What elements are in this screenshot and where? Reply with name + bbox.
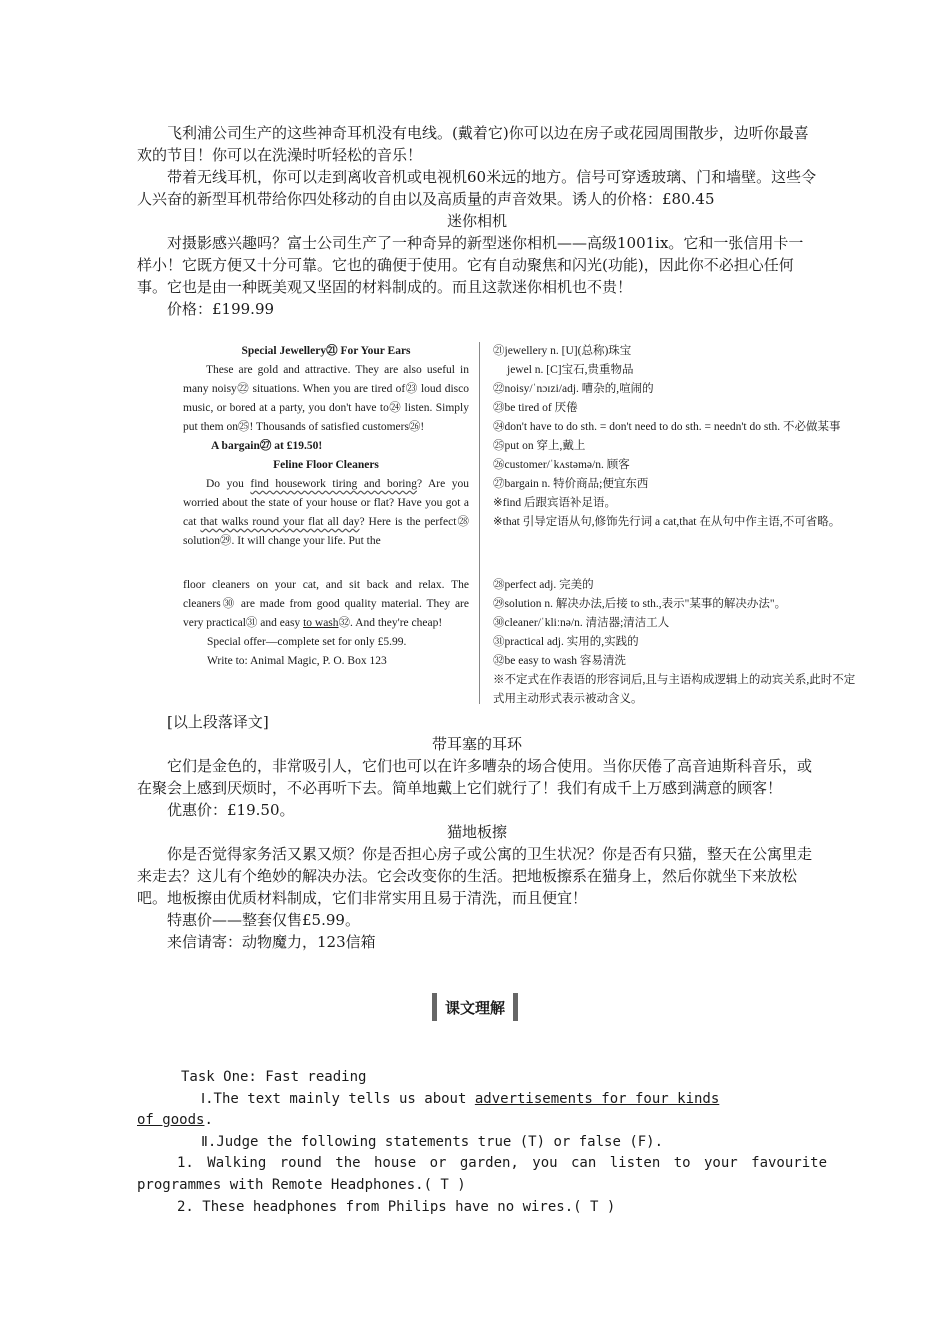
ad-text: These are gold and attractive. They are also useful in many noisy㉒ situations. When you are tired of㉓ loud disco music, or bored at a party, you don't have to㉔ listen. Simply put them on㉕! Thousands of satisfied customers㉖!	[183, 364, 469, 433]
question: Ⅱ.Judge the following statements true (T) or false (F).	[201, 1133, 664, 1150]
answer: of goods	[137, 1112, 205, 1129]
note: ㉛practical adj. 实用的,实践的	[493, 636, 639, 648]
notes-column-top	[493, 342, 858, 532]
price-line: 特惠价——整套仅售£5.99。	[167, 911, 360, 929]
banner-bar-left	[432, 993, 437, 1021]
annotated-phrase: to wash	[303, 617, 339, 629]
note: ※that 引导定语从句,修饰先行词 a cat,that 在从句中作主语,不可省略。	[493, 516, 841, 528]
address-line: 来信请寄：动物魔力，123信箱	[167, 933, 376, 951]
note: ㉚cleaner/ˈkliːnə/n. 清洁器;清洁工人	[493, 617, 670, 629]
answer: advertisements for four kinds	[474, 1090, 720, 1107]
translation-top	[137, 122, 817, 320]
statement: 1. Walking round the house or garden, you can listen to your favourite programmes with Remote Headphones.( T )	[137, 1155, 827, 1193]
ad-title: Feline Floor Cleaners	[273, 459, 379, 471]
note: ※不定式在作表语的形容词后,且与主语构成逻辑上的动宾关系,此时不定式用主动形式表示被动含义。	[493, 674, 856, 705]
ad-price: A bargain㉗ at £19.50!	[211, 440, 323, 452]
paragraph: 飞利浦公司生产的这些神奇耳机没有电线。(戴着它)你可以边在房子或花园周围散步，边听你最喜欢的节目！你可以在洗澡时听轻松的音乐！	[137, 124, 809, 164]
translation-middle	[137, 711, 817, 953]
note: ㉗bargain n. 特价商品;便宜东西	[493, 478, 649, 490]
text-column-top	[183, 342, 469, 551]
price-line: 优惠价：£19.50。	[167, 801, 295, 819]
note: ㉑jewellery n. [U](总称)珠宝	[493, 345, 632, 357]
task-section	[137, 1067, 827, 1218]
bracket-note: [以上段落译文]	[167, 713, 269, 731]
section-banner	[0, 993, 950, 1021]
ad-address: Write to: Animal Magic, P. O. Box 123	[207, 655, 387, 667]
price-line: 价格：£199.99	[167, 300, 275, 318]
paragraph: 对摄影感兴趣吗？富士公司生产了一种奇异的新型迷你相机——高级1001ix。它和一张信用卡一样小！它既方便又十分可靠。它也的确便于使用。它有自动聚焦和闪光(功能)，因此你不必担心任何事。它也是由一种既美观又坚固的材料制成的。而且这款迷你相机也不贵！	[137, 234, 804, 296]
note: ㉕put on 穿上,戴上	[493, 440, 586, 452]
note: ㉓be tired of 厌倦	[493, 402, 578, 414]
ad-title: Special Jewellery㉑ For Your Ears	[241, 345, 411, 357]
ad-text: floor cleaners on your cat, and sit back and relax. The cleaners㉚ are made from good quality material. They are very practical㉛ and easy to wash㉜. And they're cheap!	[183, 579, 469, 629]
note: ㉙solution n. 解决办法,后接 to sth.,表示"某事的解决办法"。	[493, 598, 787, 610]
note: ㉒noisy/ˈnɔɪzi/adj. 嘈杂的,喧闹的	[493, 383, 654, 395]
banner-bar-right	[513, 993, 518, 1021]
text-column-bottom	[183, 576, 469, 671]
ad-offer: Special offer—complete set for only £5.99.	[207, 636, 407, 648]
question: Ⅰ.The text mainly tells us about advertisements for four kinds	[201, 1090, 720, 1107]
note: ㉔don't have to do sth. = don't need to do sth. = needn't do sth. 不必做某事	[493, 421, 841, 433]
note: ※find 后跟宾语补足语。	[493, 497, 617, 509]
paragraph: 带着无线耳机，你可以走到离收音机或电视机60米远的地方。信号可穿透玻璃、门和墙壁。这些令人兴奋的新型耳机带给你四处移动的自由以及高质量的声音效果。诱人的价格：£80.45	[137, 168, 817, 208]
section-heading: 带耳塞的耳环	[431, 735, 522, 753]
section-title: 课文理解	[444, 998, 505, 1017]
note: jewel n. [C]宝石,贵重物品	[507, 364, 634, 376]
ad-text: Do you find housework tiring and boring? Are you worried about the state of your house or flat? Have you got a cat that walks round your flat all day? Here is the perfect㉘ solution㉙. It will change your life. Put the	[183, 478, 469, 547]
section-heading: 迷你相机	[446, 212, 507, 230]
column-divider	[479, 342, 480, 704]
annotated-phrase: that walks round your flat all day	[200, 516, 360, 528]
question-continued: of goods.	[137, 1112, 213, 1129]
note: ㉖customer/ˈkʌstəmə/n. 顾客	[493, 459, 630, 471]
paragraph: 它们是金色的，非常吸引人，它们也可以在许多嘈杂的场合使用。当你厌倦了高音迪斯科音乐，或在聚会上感到厌烦时，不必再听下去。简单地戴上它们就行了！我们有成千上万感到满意的顾客！	[137, 757, 813, 797]
textbook-excerpt	[183, 340, 858, 710]
note: ㉜be easy to wash 容易清洗	[493, 655, 626, 667]
task-heading: Task One: Fast reading	[181, 1069, 367, 1085]
statement: 2. These headphones from Philips have no wires.( T )	[177, 1198, 616, 1215]
annotated-phrase: find housework tiring and boring	[250, 478, 417, 490]
note: ㉘perfect adj. 完美的	[493, 579, 594, 591]
section-heading: 猫地板擦	[446, 823, 507, 841]
paragraph: 你是否觉得家务活又累又烦？你是否担心房子或公寓的卫生状况？你是否有只猫，整天在公寓里走来走去？这儿有个绝妙的解决办法。它会改变你的生活。把地板擦系在猫身上，然后你就坐下来放松吧。地板擦由优质材料制成，它们非常实用且易于清洗，而且便宜！	[137, 845, 813, 907]
notes-column-bottom	[493, 576, 858, 709]
